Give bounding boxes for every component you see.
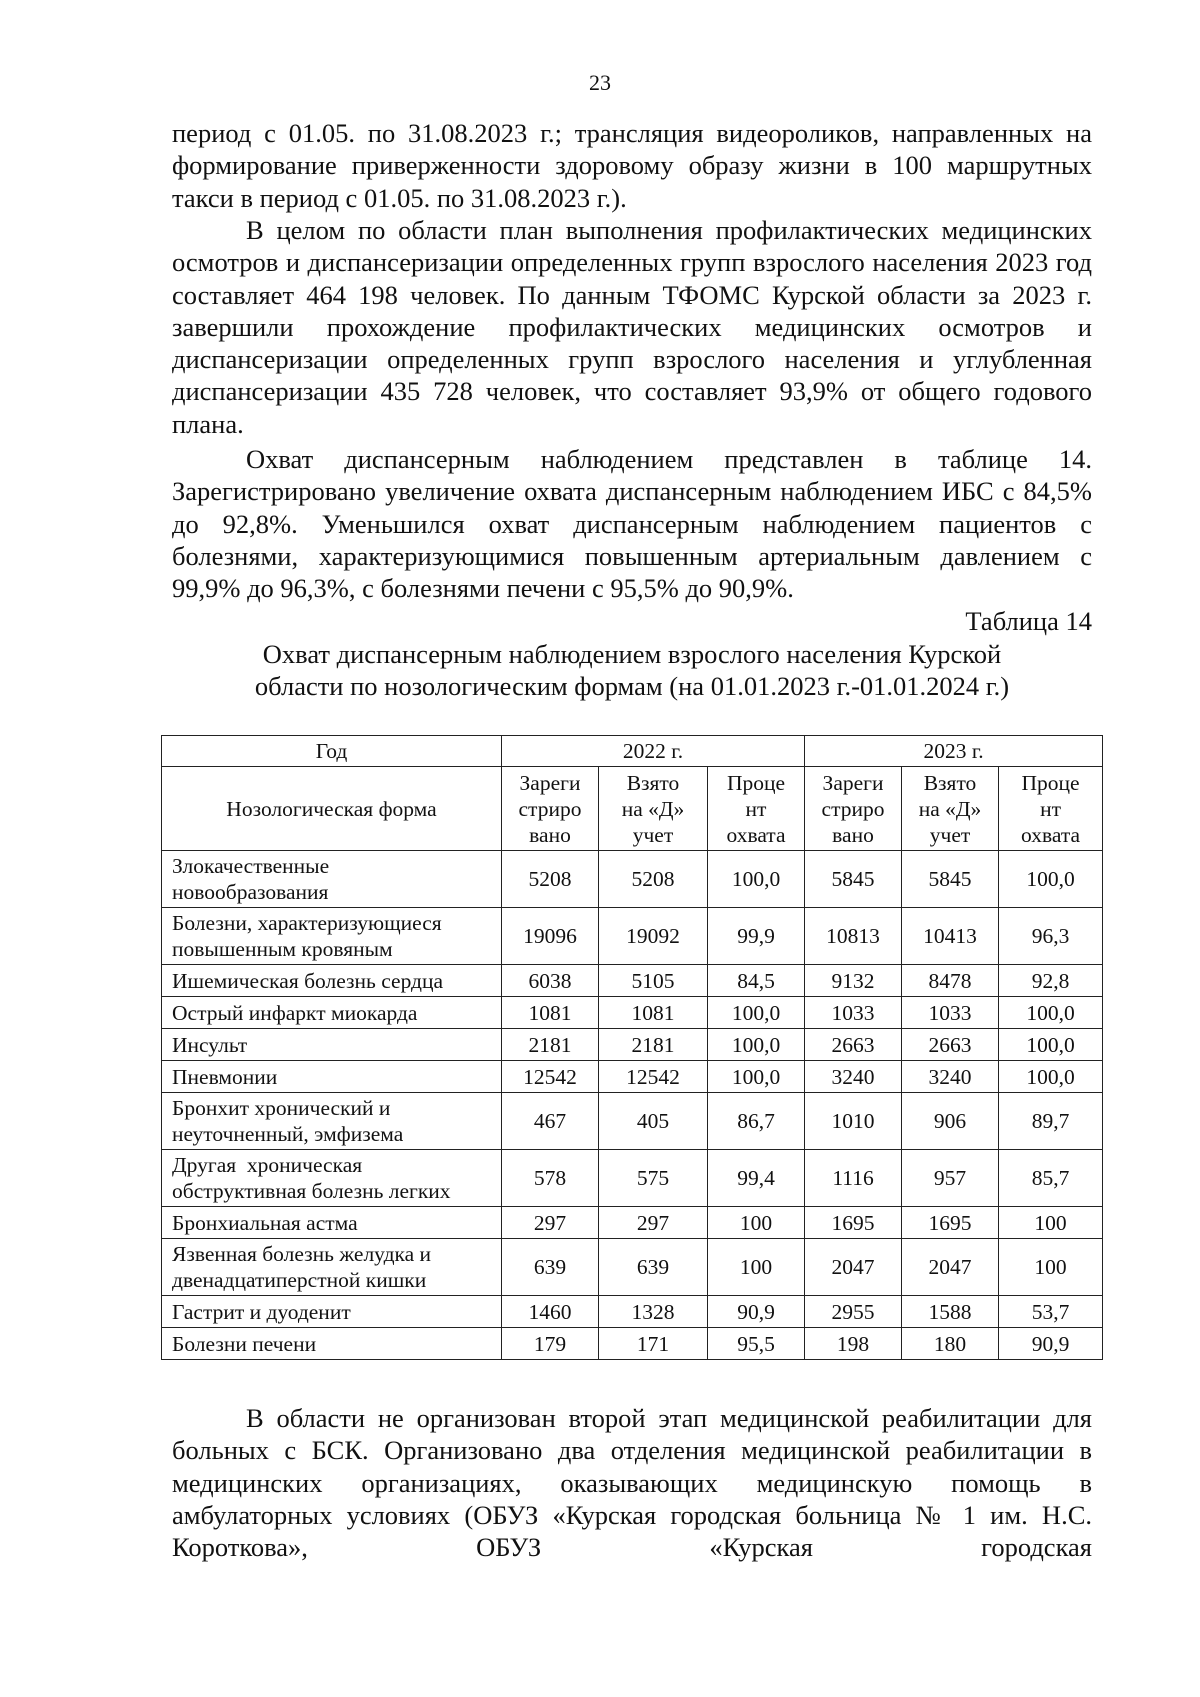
cell: 95,5	[708, 1328, 805, 1360]
cell: 2047	[805, 1239, 902, 1296]
row-name: Инсульт	[162, 1029, 502, 1061]
table-number: Таблица 14	[965, 606, 1092, 636]
header-registered-2023: Зареги стриро вано	[805, 767, 902, 851]
header-row-columns	[162, 767, 1103, 851]
cell: 100,0	[999, 997, 1103, 1029]
cell: 100,0	[999, 851, 1103, 908]
cell: 5208	[502, 851, 599, 908]
cell: 198	[805, 1328, 902, 1360]
table-caption	[172, 638, 1092, 703]
row-name: Пневмонии	[162, 1061, 502, 1093]
cell: 1695	[902, 1207, 999, 1239]
cell: 53,7	[999, 1296, 1103, 1328]
header-taken-2022: Взято на «Д» учет	[599, 767, 708, 851]
cell: 89,7	[999, 1093, 1103, 1150]
cell: 2663	[805, 1029, 902, 1061]
header-row-year	[162, 736, 1103, 767]
cell: 84,5	[708, 965, 805, 997]
table-row	[162, 908, 1103, 965]
page-number: 23	[589, 70, 611, 95]
paragraph-4: В области не организован второй этап медицинской реабилитации для больных с БСК. Организовано два отделения медицинской реабилитации в медицинских организациях, оказывающих медицинскую помощь в амбулаторных условиях (ОБУЗ «Курская городская больница № 1 им. Н.С. Короткова», ОБУЗ «Курская городская	[172, 1403, 1092, 1563]
row-name: Другая хроническая обструктивная болезнь легких	[162, 1150, 502, 1207]
cell: 5845	[805, 851, 902, 908]
cell: 96,3	[999, 908, 1103, 965]
cell: 578	[502, 1150, 599, 1207]
cell: 171	[599, 1328, 708, 1360]
cell: 2047	[902, 1239, 999, 1296]
cell: 2663	[902, 1029, 999, 1061]
cell: 19096	[502, 908, 599, 965]
table-row	[162, 1150, 1103, 1207]
cell: 5105	[599, 965, 708, 997]
cell: 1010	[805, 1093, 902, 1150]
row-name: Острый инфаркт миокарда	[162, 997, 502, 1029]
cell: 86,7	[708, 1093, 805, 1150]
cell: 3240	[902, 1061, 999, 1093]
row-name: Злокачественные новообразования	[162, 851, 502, 908]
cell: 5845	[902, 851, 999, 908]
cell: 100,0	[999, 1061, 1103, 1093]
cell: 1460	[502, 1296, 599, 1328]
cell: 467	[502, 1093, 599, 1150]
cell: 179	[502, 1328, 599, 1360]
header-2022: 2022 г.	[502, 736, 805, 767]
cell: 639	[502, 1239, 599, 1296]
cell: 1328	[599, 1296, 708, 1328]
cell: 90,9	[708, 1296, 805, 1328]
cell: 100,0	[999, 1029, 1103, 1061]
table-row	[162, 1061, 1103, 1093]
cell: 85,7	[999, 1150, 1103, 1207]
cell: 2181	[599, 1029, 708, 1061]
cell: 3240	[805, 1061, 902, 1093]
table-row	[162, 1328, 1103, 1360]
table-row	[162, 1239, 1103, 1296]
cell: 2955	[805, 1296, 902, 1328]
cell: 12542	[502, 1061, 599, 1093]
row-name: Гастрит и дуоденит	[162, 1296, 502, 1328]
cell: 9132	[805, 965, 902, 997]
cell: 8478	[902, 965, 999, 997]
cell: 100,0	[708, 1029, 805, 1061]
table-row	[162, 997, 1103, 1029]
table-row	[162, 1029, 1103, 1061]
cell: 10413	[902, 908, 999, 965]
table-row	[162, 1296, 1103, 1328]
cell: 99,9	[708, 908, 805, 965]
cell: 297	[599, 1207, 708, 1239]
cell: 1588	[902, 1296, 999, 1328]
cell: 2181	[502, 1029, 599, 1061]
cell: 906	[902, 1093, 999, 1150]
cell: 1081	[599, 997, 708, 1029]
table-row	[162, 1093, 1103, 1150]
row-name: Ишемическая болезнь сердца	[162, 965, 502, 997]
cell: 180	[902, 1328, 999, 1360]
cell: 92,8	[999, 965, 1103, 997]
table-row	[162, 851, 1103, 908]
cell: 639	[599, 1239, 708, 1296]
cell: 1695	[805, 1207, 902, 1239]
cell: 5208	[599, 851, 708, 908]
header-percent-2022: Проце нт охвата	[708, 767, 805, 851]
table-row	[162, 1207, 1103, 1239]
header-2023: 2023 г.	[805, 736, 1103, 767]
cell: 100	[708, 1207, 805, 1239]
cell: 100	[999, 1239, 1103, 1296]
header-nosological-form: Нозологическая форма	[162, 767, 502, 851]
cell: 1081	[502, 997, 599, 1029]
paragraph-2: В целом по области план выполнения профилактических медицинских осмотров и диспансеризации определенных групп взрослого населения 2023 год составляет 464 198 человек. По данным ТФОМС Курской области за 2023 г. завершили прохождение профилактических медицинских осмотров и диспансеризации определенных групп взрослого населения и углубленная диспансеризации 435 728 человек, что составляет 93,9% от общего годового плана.	[172, 215, 1092, 439]
row-name: Бронхиальная астма	[162, 1207, 502, 1239]
row-name: Болезни печени	[162, 1328, 502, 1360]
table-caption-line-1: Охват диспансерным наблюдением взрослого населения Курской	[262, 639, 1002, 669]
cell: 297	[502, 1207, 599, 1239]
paragraph-1: период с 01.05. по 31.08.2023 г.; трансляция видеороликов, направленных на формирование приверженности здоровому образу жизни в 100 маршрутных такси в период с 01.05. по 31.08.2023 г.).	[172, 118, 1092, 213]
row-name: Бронхит хронический и неуточненный, эмфизема	[162, 1093, 502, 1150]
cell: 100	[708, 1239, 805, 1296]
cell: 99,4	[708, 1150, 805, 1207]
header-taken-2023: Взято на «Д» учет	[902, 767, 999, 851]
cell: 6038	[502, 965, 599, 997]
cell: 575	[599, 1150, 708, 1207]
cell: 100,0	[708, 997, 805, 1029]
table-row	[162, 965, 1103, 997]
cell: 12542	[599, 1061, 708, 1093]
cell: 100,0	[708, 851, 805, 908]
header-year: Год	[162, 736, 502, 767]
cell: 1033	[805, 997, 902, 1029]
paragraph-3: Охват диспансерным наблюдением представлен в таблице 14. Зарегистрировано увеличение охвата диспансерным наблюдением ИБС с 84,5% до 92,8%. Уменьшился охват диспансерным наблюдением пациентов с болезнями, характеризующимися повышенным артериальным давлением с 99,9% до 96,3%, с болезнями печени с 95,5% до 90,9%.	[172, 444, 1092, 604]
cell: 19092	[599, 908, 708, 965]
cell: 90,9	[999, 1328, 1103, 1360]
row-name: Болезни, характеризующиеся повышенным кровяным	[162, 908, 502, 965]
header-percent-2023: Проце нт охвата	[999, 767, 1103, 851]
cell: 100,0	[708, 1061, 805, 1093]
row-name: Язвенная болезнь желудка и двенадцатиперстной кишки	[162, 1239, 502, 1296]
header-registered-2022: Зареги стриро вано	[502, 767, 599, 851]
coverage-table	[161, 735, 1103, 1360]
cell: 1116	[805, 1150, 902, 1207]
cell: 1033	[902, 997, 999, 1029]
cell: 405	[599, 1093, 708, 1150]
table-caption-line-2: области по нозологическим формам (на 01.01.2023 г.-01.01.2024 г.)	[254, 671, 1010, 702]
cell: 10813	[805, 908, 902, 965]
cell: 100	[999, 1207, 1103, 1239]
cell: 957	[902, 1150, 999, 1207]
